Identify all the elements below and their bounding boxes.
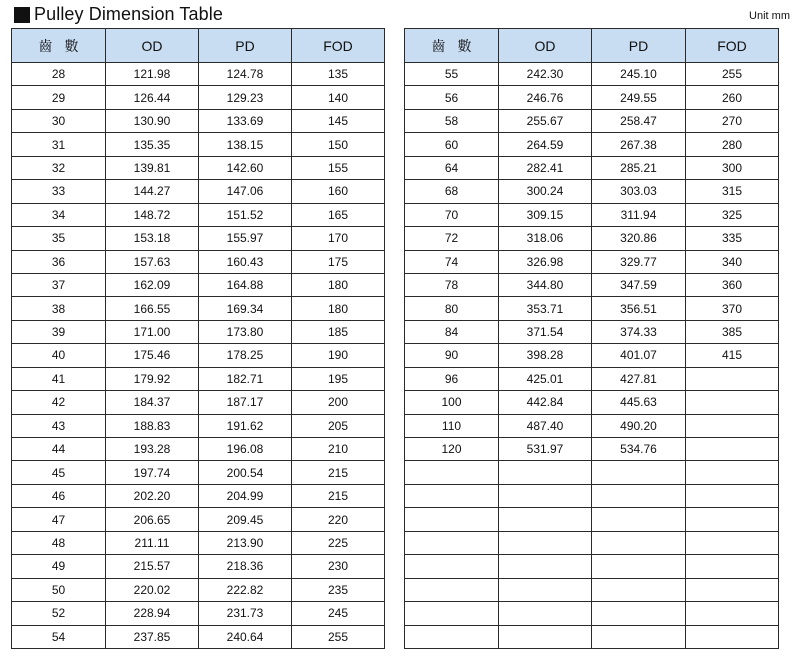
cell-teeth: 58 [405, 109, 499, 132]
cell-pd: 285.21 [592, 156, 686, 179]
table-row [405, 203, 779, 226]
header-od: OD [499, 29, 592, 63]
cell-pd [592, 555, 686, 578]
cell-teeth: 110 [405, 414, 499, 437]
cell-od: 193.28 [106, 438, 199, 461]
cell-fod [686, 531, 779, 554]
cell-fod: 195 [292, 367, 385, 390]
cell-fod: 270 [686, 109, 779, 132]
table-row [12, 273, 385, 296]
cell-teeth: 31 [12, 133, 106, 156]
cell-pd: 200.54 [199, 461, 292, 484]
cell-teeth: 64 [405, 156, 499, 179]
cell-pd: 534.76 [592, 438, 686, 461]
cell-od: 300.24 [499, 180, 592, 203]
cell-pd: 218.36 [199, 555, 292, 578]
cell-od: 531.97 [499, 438, 592, 461]
table-row [12, 391, 385, 414]
cell-od: 188.83 [106, 414, 199, 437]
cell-od: 344.80 [499, 273, 592, 296]
cell-od: 162.09 [106, 273, 199, 296]
pulley-table-left [11, 28, 385, 649]
table-row [405, 555, 779, 578]
header-pd: PD [199, 29, 292, 63]
cell-teeth: 39 [12, 320, 106, 343]
cell-od: 179.92 [106, 367, 199, 390]
cell-fod [686, 391, 779, 414]
cell-teeth: 96 [405, 367, 499, 390]
cell-teeth: 78 [405, 273, 499, 296]
cell-fod [686, 438, 779, 461]
cell-fod: 340 [686, 250, 779, 273]
cell-fod: 235 [292, 578, 385, 601]
table-row [405, 273, 779, 296]
cell-pd: 160.43 [199, 250, 292, 273]
cell-pd: 191.62 [199, 414, 292, 437]
cell-pd: 445.63 [592, 391, 686, 414]
cell-fod: 135 [292, 63, 385, 86]
cell-od: 126.44 [106, 86, 199, 109]
cell-teeth: 54 [12, 625, 106, 648]
cell-teeth: 68 [405, 180, 499, 203]
cell-teeth: 50 [12, 578, 106, 601]
cell-teeth [405, 578, 499, 601]
cell-od: 425.01 [499, 367, 592, 390]
cell-od: 130.90 [106, 109, 199, 132]
cell-teeth: 70 [405, 203, 499, 226]
cell-pd: 187.17 [199, 391, 292, 414]
cell-pd: 490.20 [592, 414, 686, 437]
cell-od: 202.20 [106, 484, 199, 507]
cell-pd: 258.47 [592, 109, 686, 132]
cell-pd: 213.90 [199, 531, 292, 554]
header-pd: PD [592, 29, 686, 63]
cell-od: 184.37 [106, 391, 199, 414]
table-row [12, 438, 385, 461]
cell-od: 171.00 [106, 320, 199, 343]
table-row [12, 555, 385, 578]
cell-od: 309.15 [499, 203, 592, 226]
cell-pd: 222.82 [199, 578, 292, 601]
cell-od: 264.59 [499, 133, 592, 156]
cell-teeth [405, 508, 499, 531]
cell-od: 326.98 [499, 250, 592, 273]
cell-fod: 300 [686, 156, 779, 179]
cell-fod: 225 [292, 531, 385, 554]
cell-pd [592, 461, 686, 484]
cell-pd: 320.86 [592, 227, 686, 250]
table-row [405, 438, 779, 461]
cell-fod [686, 414, 779, 437]
cell-od [499, 484, 592, 507]
cell-od [499, 625, 592, 648]
cell-od: 157.63 [106, 250, 199, 273]
table-row [12, 297, 385, 320]
table-row [12, 414, 385, 437]
cell-od: 166.55 [106, 297, 199, 320]
cell-fod: 200 [292, 391, 385, 414]
table-row [405, 227, 779, 250]
cell-od: 211.11 [106, 531, 199, 554]
table-row [405, 578, 779, 601]
cell-teeth: 29 [12, 86, 106, 109]
cell-fod: 155 [292, 156, 385, 179]
table-row [12, 531, 385, 554]
cell-teeth: 34 [12, 203, 106, 226]
cell-pd: 374.33 [592, 320, 686, 343]
pulley-table-right [404, 28, 779, 649]
cell-teeth: 43 [12, 414, 106, 437]
cell-od: 371.54 [499, 320, 592, 343]
cell-fod [686, 461, 779, 484]
cell-teeth: 40 [12, 344, 106, 367]
table-row [12, 578, 385, 601]
cell-od: 282.41 [499, 156, 592, 179]
cell-fod: 190 [292, 344, 385, 367]
cell-od [499, 508, 592, 531]
cell-teeth: 60 [405, 133, 499, 156]
cell-od: 442.84 [499, 391, 592, 414]
table-row [12, 109, 385, 132]
table-row [405, 625, 779, 648]
table-row [12, 86, 385, 109]
cell-teeth: 84 [405, 320, 499, 343]
cell-teeth: 49 [12, 555, 106, 578]
table-body-right [405, 63, 779, 649]
cell-teeth: 38 [12, 297, 106, 320]
cell-fod: 360 [686, 273, 779, 296]
table-row [12, 484, 385, 507]
cell-fod [686, 625, 779, 648]
cell-fod: 325 [686, 203, 779, 226]
cell-fod: 160 [292, 180, 385, 203]
cell-pd: 151.52 [199, 203, 292, 226]
page-title: Pulley Dimension Table [34, 4, 223, 24]
cell-fod: 255 [292, 625, 385, 648]
table-row [12, 344, 385, 367]
cell-fod: 205 [292, 414, 385, 437]
header-teeth: 齒數 [12, 29, 106, 63]
cell-pd: 124.78 [199, 63, 292, 86]
table-row [405, 508, 779, 531]
cell-teeth: 74 [405, 250, 499, 273]
table-row [405, 109, 779, 132]
cell-fod [686, 484, 779, 507]
cell-pd [592, 484, 686, 507]
cell-fod [686, 578, 779, 601]
cell-pd: 356.51 [592, 297, 686, 320]
cell-teeth: 44 [12, 438, 106, 461]
square-bullet-icon [14, 7, 30, 23]
table-row [12, 250, 385, 273]
cell-pd: 347.59 [592, 273, 686, 296]
table-row [405, 367, 779, 390]
cell-fod: 175 [292, 250, 385, 273]
cell-od [499, 602, 592, 625]
cell-teeth: 52 [12, 602, 106, 625]
table-row [405, 156, 779, 179]
cell-pd: 133.69 [199, 109, 292, 132]
cell-fod: 260 [686, 86, 779, 109]
cell-od: 318.06 [499, 227, 592, 250]
cell-teeth: 36 [12, 250, 106, 273]
cell-pd: 173.80 [199, 320, 292, 343]
cell-od [499, 578, 592, 601]
cell-pd: 329.77 [592, 250, 686, 273]
cell-fod: 215 [292, 484, 385, 507]
cell-teeth: 37 [12, 273, 106, 296]
cell-teeth: 80 [405, 297, 499, 320]
cell-pd [592, 531, 686, 554]
table-row [405, 531, 779, 554]
cell-teeth: 56 [405, 86, 499, 109]
unit-label: Unit mm [749, 10, 790, 22]
table-row [12, 227, 385, 250]
cell-fod: 230 [292, 555, 385, 578]
cell-od: 148.72 [106, 203, 199, 226]
cell-teeth: 48 [12, 531, 106, 554]
cell-pd: 240.64 [199, 625, 292, 648]
cell-teeth [405, 555, 499, 578]
cell-pd: 129.23 [199, 86, 292, 109]
cell-teeth: 32 [12, 156, 106, 179]
table-header-row [405, 29, 779, 63]
header-fod: FOD [292, 29, 385, 63]
cell-pd: 169.34 [199, 297, 292, 320]
cell-pd: 303.03 [592, 180, 686, 203]
cell-pd: 401.07 [592, 344, 686, 367]
cell-fod: 180 [292, 297, 385, 320]
cell-pd: 178.25 [199, 344, 292, 367]
cell-od: 135.35 [106, 133, 199, 156]
cell-teeth: 30 [12, 109, 106, 132]
table-row [12, 461, 385, 484]
cell-fod [686, 555, 779, 578]
table-row [405, 86, 779, 109]
cell-od: 215.57 [106, 555, 199, 578]
cell-pd: 245.10 [592, 63, 686, 86]
cell-teeth: 28 [12, 63, 106, 86]
cell-pd: 249.55 [592, 86, 686, 109]
cell-od: 197.74 [106, 461, 199, 484]
cell-pd: 155.97 [199, 227, 292, 250]
cell-teeth: 100 [405, 391, 499, 414]
cell-pd: 147.06 [199, 180, 292, 203]
cell-teeth: 47 [12, 508, 106, 531]
cell-od: 353.71 [499, 297, 592, 320]
cell-teeth: 120 [405, 438, 499, 461]
cell-fod: 215 [292, 461, 385, 484]
cell-od: 121.98 [106, 63, 199, 86]
header-fod: FOD [686, 29, 779, 63]
cell-fod: 255 [686, 63, 779, 86]
table-body-left [12, 63, 385, 649]
cell-pd: 142.60 [199, 156, 292, 179]
table-row [405, 250, 779, 273]
cell-teeth: 90 [405, 344, 499, 367]
cell-od: 220.02 [106, 578, 199, 601]
cell-fod: 185 [292, 320, 385, 343]
cell-od: 242.30 [499, 63, 592, 86]
cell-teeth [405, 531, 499, 554]
cell-fod: 140 [292, 86, 385, 109]
cell-teeth: 46 [12, 484, 106, 507]
table-row [12, 602, 385, 625]
table-row [12, 508, 385, 531]
cell-fod [686, 602, 779, 625]
cell-fod: 415 [686, 344, 779, 367]
table-row [405, 344, 779, 367]
cell-teeth [405, 602, 499, 625]
cell-teeth [405, 484, 499, 507]
cell-teeth: 45 [12, 461, 106, 484]
table-row [405, 484, 779, 507]
table-row [405, 602, 779, 625]
cell-pd: 164.88 [199, 273, 292, 296]
cell-pd [592, 602, 686, 625]
cell-od: 175.46 [106, 344, 199, 367]
cell-od: 487.40 [499, 414, 592, 437]
title-row [10, 3, 790, 27]
cell-pd [592, 508, 686, 531]
cell-teeth [405, 461, 499, 484]
cell-fod: 145 [292, 109, 385, 132]
table-row [12, 320, 385, 343]
cell-pd: 196.08 [199, 438, 292, 461]
cell-od: 255.67 [499, 109, 592, 132]
table-row [12, 367, 385, 390]
cell-teeth: 35 [12, 227, 106, 250]
cell-od: 153.18 [106, 227, 199, 250]
table-row [405, 297, 779, 320]
cell-pd: 427.81 [592, 367, 686, 390]
cell-fod: 150 [292, 133, 385, 156]
cell-od: 398.28 [499, 344, 592, 367]
cell-fod: 180 [292, 273, 385, 296]
table-row [405, 63, 779, 86]
table-row [405, 320, 779, 343]
cell-pd: 311.94 [592, 203, 686, 226]
table-row [405, 133, 779, 156]
table-row [12, 203, 385, 226]
table-row [12, 625, 385, 648]
table-row [405, 180, 779, 203]
cell-pd: 204.99 [199, 484, 292, 507]
cell-pd [592, 578, 686, 601]
cell-pd: 231.73 [199, 602, 292, 625]
cell-teeth: 72 [405, 227, 499, 250]
table-row [12, 63, 385, 86]
cell-pd: 182.71 [199, 367, 292, 390]
table-row [12, 180, 385, 203]
cell-pd: 209.45 [199, 508, 292, 531]
table-row [12, 156, 385, 179]
cell-fod: 165 [292, 203, 385, 226]
header-od: OD [106, 29, 199, 63]
header-teeth: 齒數 [405, 29, 499, 63]
cell-fod [686, 508, 779, 531]
cell-fod: 370 [686, 297, 779, 320]
cell-od: 246.76 [499, 86, 592, 109]
cell-fod: 280 [686, 133, 779, 156]
table-row [405, 461, 779, 484]
cell-od: 237.85 [106, 625, 199, 648]
cell-pd: 138.15 [199, 133, 292, 156]
cell-pd [592, 625, 686, 648]
cell-fod: 315 [686, 180, 779, 203]
cell-teeth: 41 [12, 367, 106, 390]
cell-pd: 267.38 [592, 133, 686, 156]
cell-fod: 245 [292, 602, 385, 625]
cell-teeth: 33 [12, 180, 106, 203]
cell-teeth [405, 625, 499, 648]
cell-teeth: 55 [405, 63, 499, 86]
cell-od [499, 461, 592, 484]
table-row [405, 414, 779, 437]
cell-teeth: 42 [12, 391, 106, 414]
cell-od [499, 555, 592, 578]
cell-fod: 170 [292, 227, 385, 250]
cell-od [499, 531, 592, 554]
cell-od: 144.27 [106, 180, 199, 203]
cell-fod: 210 [292, 438, 385, 461]
cell-od: 139.81 [106, 156, 199, 179]
cell-fod [686, 367, 779, 390]
table-row [12, 133, 385, 156]
cell-od: 228.94 [106, 602, 199, 625]
table-header-row [12, 29, 385, 63]
table-row [405, 391, 779, 414]
cell-fod: 335 [686, 227, 779, 250]
cell-fod: 385 [686, 320, 779, 343]
cell-fod: 220 [292, 508, 385, 531]
cell-od: 206.65 [106, 508, 199, 531]
